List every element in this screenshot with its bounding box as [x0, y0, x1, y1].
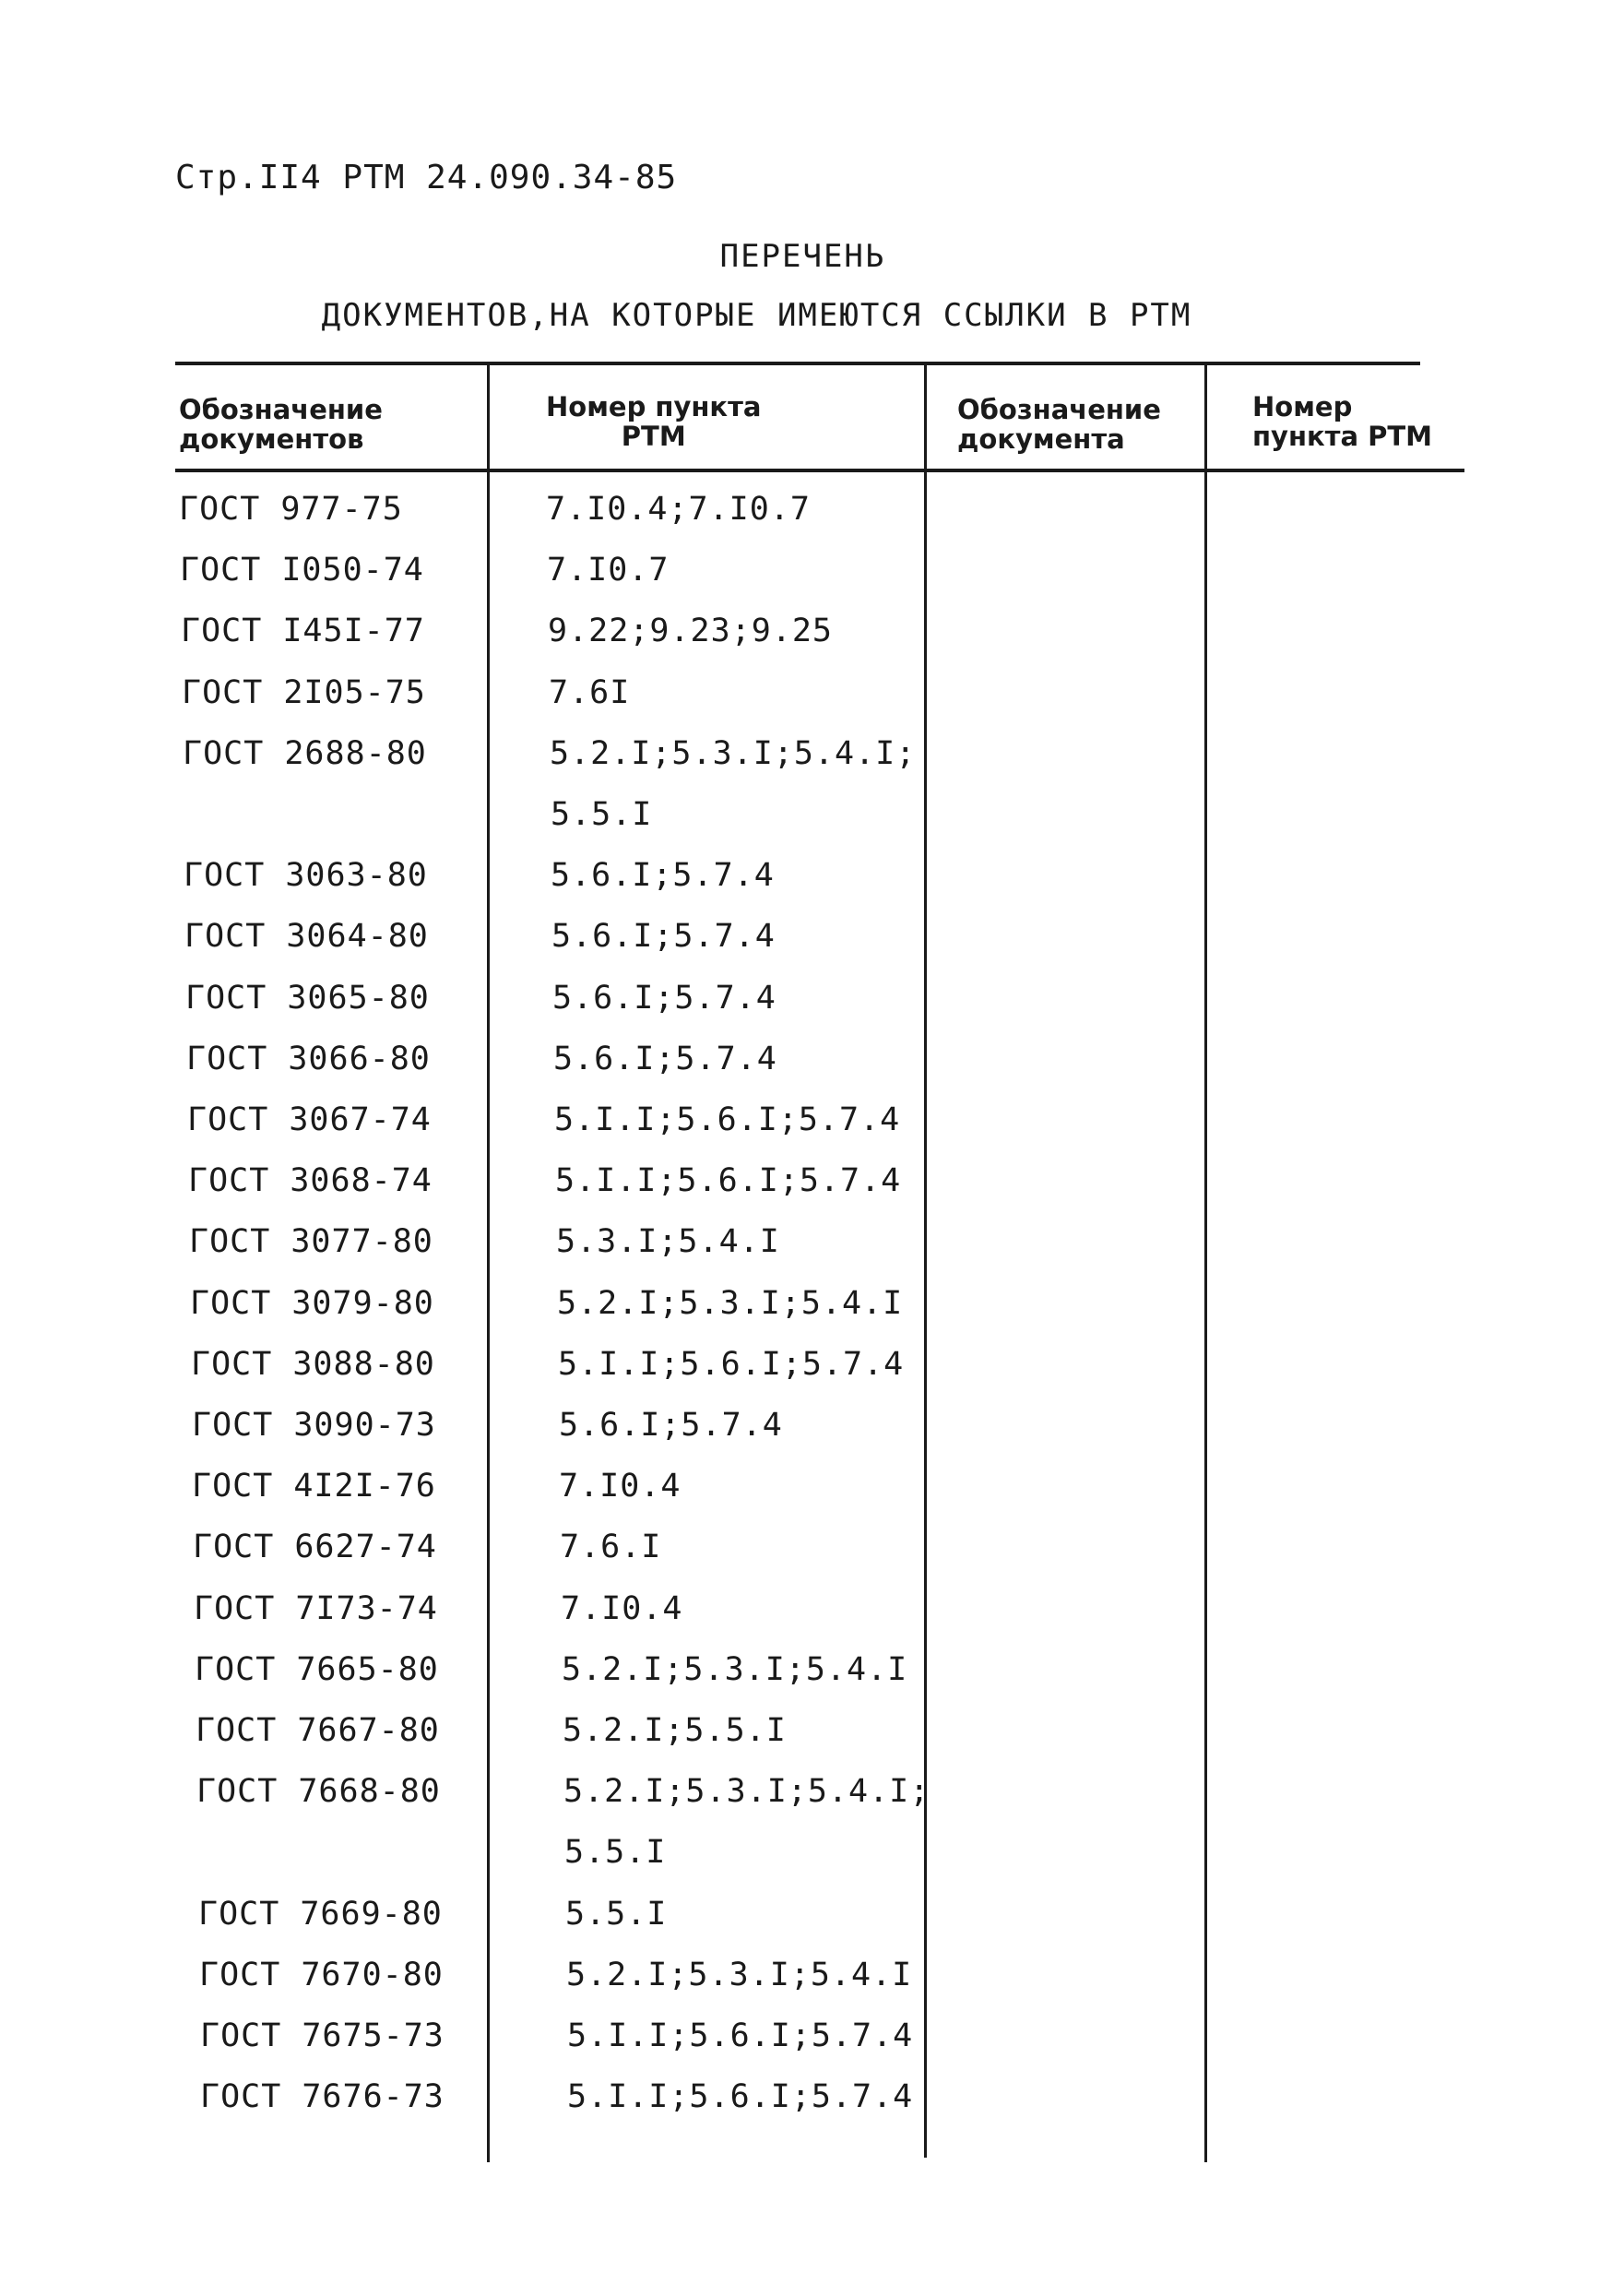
rtm-item-reference: 7.I0.4 — [559, 1468, 682, 1505]
column-header-doc-designation: Обозначение документов — [179, 394, 383, 455]
rtm-item-reference: 7.I0.4;7.I0.7 — [546, 491, 811, 528]
rtm-item-reference: 5.I.I;5.6.I;5.7.4 — [558, 1346, 905, 1383]
column-header-rtm-item-2: Номер пункта РТМ — [1252, 391, 1433, 452]
rtm-item-reference: 5.I.I;5.6.I;5.7.4 — [555, 1162, 902, 1199]
document-designation: ГОСТ I050-74 — [180, 552, 424, 589]
rtm-item-reference: 7.I0.4 — [561, 1590, 683, 1627]
document-designation: ГОСТ 7668-80 — [196, 1773, 441, 1810]
rtm-item-reference: 7.6I — [549, 674, 631, 711]
document-designation: ГОСТ 3079-80 — [190, 1285, 434, 1322]
document-designation: ГОСТ 2688-80 — [183, 735, 427, 772]
document-designation: ГОСТ 3090-73 — [192, 1407, 436, 1444]
rtm-item-reference: 5.2.I;5.3.I;5.4.I; — [550, 735, 917, 772]
rtm-item-reference: 5.6.I;5.7.4 — [551, 857, 775, 894]
document-designation: ГОСТ 3064-80 — [184, 918, 429, 955]
document-designation: ГОСТ 3063-80 — [184, 857, 428, 894]
rtm-item-reference: 7.I0.7 — [547, 552, 670, 589]
rtm-item-reference: 5.I.I;5.6.I;5.7.4 — [567, 2017, 914, 2054]
document-designation: ГОСТ 3068-74 — [188, 1162, 433, 1199]
document-designation: ГОСТ 3077-80 — [189, 1223, 433, 1260]
table-top-rule — [175, 362, 1420, 365]
rtm-item-reference: 5.2.I;5.5.I — [563, 1712, 787, 1749]
rtm-item-reference: 5.5.I — [551, 796, 653, 833]
document-designation: ГОСТ 7676-73 — [200, 2078, 445, 2115]
column-divider — [1204, 363, 1207, 2162]
rtm-item-reference: 9.22;9.23;9.25 — [548, 613, 834, 649]
document-designation: ГОСТ 7675-73 — [200, 2017, 445, 2054]
column-divider — [924, 363, 927, 2158]
rtm-item-reference: 5.2.I;5.3.I;5.4.I — [562, 1651, 908, 1688]
document-designation: ГОСТ 3088-80 — [191, 1346, 435, 1383]
rtm-item-reference: 5.6.I;5.7.4 — [552, 980, 776, 1017]
table-header-rule — [175, 469, 1464, 472]
document-designation: ГОСТ 7I73-74 — [194, 1590, 438, 1627]
rtm-item-reference: 5.I.I;5.6.I;5.7.4 — [567, 2078, 914, 2115]
document-designation: ГОСТ 7669-80 — [198, 1896, 443, 1933]
rtm-item-reference: 5.2.I;5.3.I;5.4.I; — [563, 1773, 931, 1810]
rtm-item-reference: 5.6.I;5.7.4 — [551, 918, 776, 955]
document-designation: ГОСТ 4I2I-76 — [192, 1468, 436, 1505]
document-designation: ГОСТ 3066-80 — [186, 1041, 431, 1077]
rtm-item-reference: 5.3.I;5.4.I — [556, 1223, 780, 1260]
document-title: ПЕРЕЧЕНЬ — [719, 238, 886, 275]
rtm-item-reference: 5.2.I;5.3.I;5.4.I — [566, 1957, 913, 1993]
column-divider — [487, 363, 490, 2162]
document-designation: ГОСТ I45I-77 — [181, 613, 425, 649]
document-designation: ГОСТ 3065-80 — [185, 980, 430, 1017]
document-designation: ГОСТ 7665-80 — [195, 1651, 439, 1688]
rtm-item-reference: 5.5.I — [565, 1896, 668, 1933]
document-designation: ГОСТ 7670-80 — [199, 1957, 444, 1993]
document-designation: ГОСТ 7667-80 — [196, 1712, 440, 1749]
document-designation: ГОСТ 977-75 — [179, 491, 403, 528]
rtm-item-reference: 5.6.I;5.7.4 — [559, 1407, 783, 1444]
document-subtitle: ДОКУМЕНТОВ,НА КОТОРЫЕ ИМЕЮТСЯ ССЫЛКИ В РТМ — [321, 297, 1192, 334]
column-header-rtm-item: Номер пункта РТМ — [546, 391, 762, 452]
rtm-item-reference: 5.I.I;5.6.I;5.7.4 — [554, 1101, 901, 1138]
rtm-item-reference: 7.6.I — [560, 1529, 662, 1565]
page-header: Стр.II4 РТМ 24.090.34-85 — [175, 159, 678, 196]
document-designation: ГОСТ 2I05-75 — [182, 674, 426, 711]
rtm-item-reference: 5.5.I — [564, 1834, 667, 1871]
document-designation: ГОСТ 6627-74 — [193, 1529, 437, 1565]
rtm-item-reference: 5.6.I;5.7.4 — [553, 1041, 777, 1077]
document-designation: ГОСТ 3067-74 — [187, 1101, 432, 1138]
rtm-item-reference: 5.2.I;5.3.I;5.4.I — [557, 1285, 904, 1322]
column-header-doc-designation-2: Обозначение документа — [957, 394, 1161, 455]
